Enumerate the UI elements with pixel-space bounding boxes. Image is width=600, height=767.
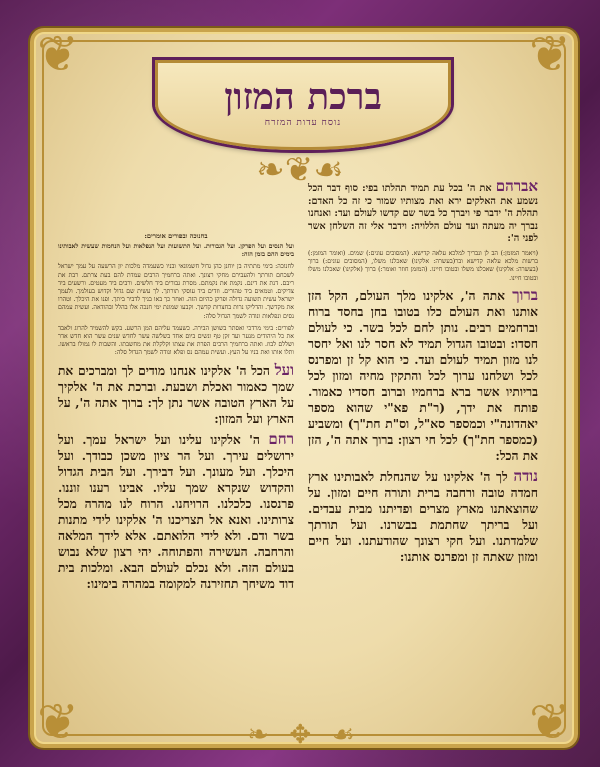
paragraph: [58, 362, 294, 427]
page-title: ברכת המזון: [224, 76, 382, 118]
paragraph: [308, 468, 538, 565]
initial-word: אברהם: [495, 177, 538, 195]
paragraph: לפורים: בימי מרדכי ואסתר בשושן הבירה. כשעמד עליהם המן הרשע. בקש להשמיד להרוג ולאבד את כל היהודים מנער ועד זקן טף ונשים ביום אחד בשלשה עשר לחדש שנים עשר הוא חדש אדר ושללם לבוז. ואתה ברחמיך הרבים הפרת את עצתו וקלקלת את מחשבתו. והשבות לו גמולו בראשו. ותלו אותו ואת בניו על העץ. ועשית עמהם נס ופלא ונודה לשמך הגדול סלה:: [58, 324, 294, 357]
section-heading: בחנוכה ובפורים אומרים:: [144, 232, 208, 240]
initial-word: רחם: [268, 429, 294, 448]
paragraph-text: לך ה' אלקינו על שהנחלת לאבותינו ארץ חמדה טובה ורחבה ברית ותורה חיים ומזון. על שהוצאתנו מארץ מצרים ופדיתנו מבית עבדים. ועל בריתך שחתמת בבשרנו. ועל תורתך שלמדתנו. ועל חקי רצונך שהודעתנו. ועל חיים ומזון שאתה זן ומפרנס אותנו:: [308, 469, 538, 564]
bottom-scroll-ornament-icon: ❧ ✥ ☙: [247, 720, 361, 750]
paragraph: לחנוכה: בימי מתתיה בן יוחנן כהן גדול חשמונאי ובניו כשעמדה מלכות יון הרשעה על עמך ישראל לשכחם תורתך ולהעבירם מחקי רצונך. ואתה ברחמיך הרבים עמדת להם בעת צרתם. רבת את ריבם. דנת את דינם. נקמת את נקמתם. מסרת גבורים ביד חלשים. ורבים ביד מעטים. ורשעים ביד צדיקים. וטמאים ביד טהורים. וזדים ביד עוסקי תורתך. לך עשית שם גדול וקדוש בעולמך. ולעמך ישראל עשית תשועה גדולה ופרקן כהיום הזה. ואחר כך באו בניך לדביר ביתך. ופנו את היכלך. וטהרו את מקדשך. והדליקו נרות בחצרות קדשך. וקבעו שמונת ימי חנכה אלו בהלל ובהודאה. ועשית עמהם נסים ונפלאות ונודה לשמך הגדול סלה:: [58, 263, 294, 320]
paragraph: [58, 431, 294, 592]
corner-ornament-icon: ❦: [37, 25, 79, 83]
left-text-column: [58, 232, 294, 596]
corner-ornament-icon: ❦: [529, 25, 571, 83]
corner-ornament-icon: ❦: [529, 693, 571, 751]
paragraph: [308, 177, 538, 246]
initial-word: ברוך: [512, 285, 538, 304]
paragraph-text: הכל ה' אלקינו אנחנו מודים לך ומברכים את שמך כאמור ואכלת ושבעת. וברכת את ה' אלקיך על הארץ הטובה אשר נתן לך: ברוך אתה ה', על הארץ ועל המזון:: [58, 363, 294, 426]
right-text-column: [308, 177, 538, 569]
paragraph: ועל הנסים ועל הפרקן. ועל הגבורות. ועל התשועות ועל הנפלאות ועל הנחמות שעשית לאבותינו בימים ההם בזמן הזה:: [58, 243, 294, 259]
page-subtitle: נוסח עדות המזרח: [264, 118, 342, 128]
initial-word: נודה: [513, 466, 538, 485]
paragraph: [308, 287, 538, 464]
corner-ornament-icon: ❦: [37, 693, 79, 751]
zimmun-paragraph: (ויאמר המזמן:) הב לן ונבריך למלכא עלאה קדישא. (המסובים עונים:) שמים. (ואומר המזמן:) ברשות מלכא עלאה קדישא ובר(בעשרה: אלקינו) שאכלנו משלו, (המסובים עונים:) ברוך (בעשרה: אלקינו) שאכלנו משלו ובטובו חיינו. (המזמן חוזר ואומר:) ברוך (אלקינו) שאכלנו משלו ובטובו חיינו.: [308, 249, 538, 282]
flourish-ornament-icon: ❧❦☙: [256, 150, 344, 190]
initial-word: ועל: [274, 360, 294, 379]
title-plaque: [155, 60, 451, 150]
paragraph-text: את ה' בכל עת תמיד תהלתו בפי: סוף דבר הכל נשמע את האלקים ירא ואת מצותיו שמור כי זה כל האדם: תהלת ה' ידבר פי ויברך כל בשר שם קדשו לעולם ועד: ואנחנו נברך יה מעתה ועד עולם הללויה: וידבר אלי זה השלחן אשר לפני ה':: [308, 183, 538, 245]
paragraph-text: אתה ה', אלקינו מלך העולם, הקל הזן אותנו ואת העולם כלו בטובו בחן בחסד ברוח וברחמים רבים. נותן לחם לכל בשר. כי לעולם חסדו: ובטובו הגדול תמיד לא חסר לנו ואל יחסר לנו מזון תמיד לעולם ועד. כי הוא קל זן ומפרנס לכל ושלחנו ערוך לכל והתקין מחיה ומזון לכל בריותיו אשר ברא ברחמיו וברוב חסדיו כאמור. פותח את ידך, (ר"ת פא"י שהוא מספר יאהדונה"י וכמספר סא"ל, וס"ת חת"ך) ומשביע (כמספר חת"ך) לכל חי רצון: ברוך אתה ה', הזן את הכל:: [308, 288, 538, 463]
paragraph-text: ה' אלקינו עלינו ועל ישראל עמך. ועל ירושלים עירך. ועל הר ציון משכן כבודך. ועל היכלך. ועל מעונך. ועל דבירך. ועל הבית הגדול והקדוש שנקרא שמך עליו. אבינו רענו זוננו. פרנסנו. כלכלנו. הרויחנו. הרוח לנו מהרה מכל צרותינו. ואנא אל תצריכנו ה' אלקינו לידי מתנות בשר ודם. ולא לידי הלואתם. אלא לידך המלאה והרחבה. העשירה והפתוחה. יהי רצון שלא נבוש בעולם הזה. ולא נכלם לעולם הבא. ומלכות בית דוד משיחך תחזירנה למקומה במהרה בימינו:: [58, 432, 294, 591]
